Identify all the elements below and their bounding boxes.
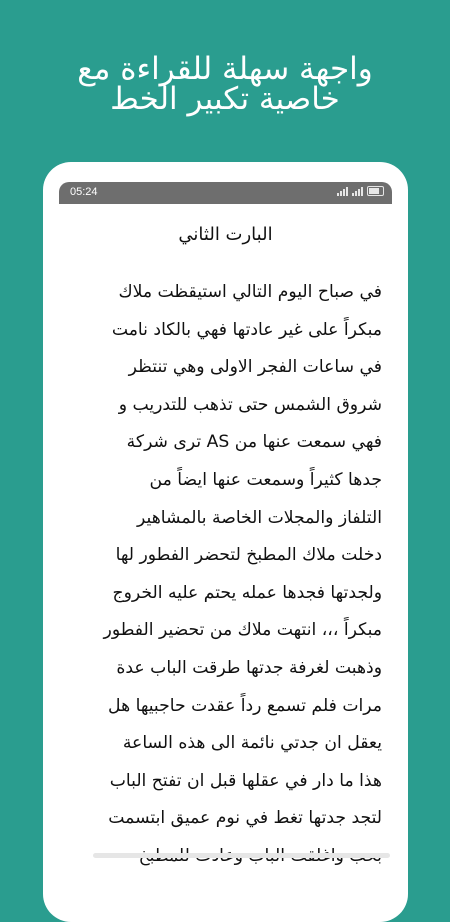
battery-icon [367,186,384,196]
status-bar [59,182,392,204]
signal-icon [337,186,348,196]
story-line: شروق الشمس حتى تذهب للتدريب و [118,394,382,415]
story-line: جدها كثيراً وسمعت عنها ايضاً من [149,469,382,490]
story-line: فهي سمعت عنها من AS ترى شركة [126,432,382,453]
story-text [63,274,382,876]
story-line: مبكراً على غير عادتها فهي بالكاد نامت [111,319,382,340]
story-line: مرات فلم تسمع رداً عقدت حاجبيها هل [108,695,382,716]
story-line: التلفاز والمجلات الخاصة بالمشاهير [137,507,382,528]
reader-screen[interactable] [59,204,392,884]
promo-headline [0,51,450,117]
story-line: مبكراً ،،، انتهت ملاك من تحضير الفطور [103,620,382,641]
headline-line-2: خاصية تكبير الخط [110,81,340,117]
story-line: هذا ما دار في عقلها قبل ان تفتح الباب [109,770,382,791]
headline-line-1: واجهة سهلة للقراءة مع [77,51,373,87]
phone-mockup [43,162,408,922]
status-time: 05:24 [70,186,98,198]
status-icons [337,186,384,196]
scroll-bar[interactable] [93,853,390,858]
story-line: في ساعات الفجر الاولى وهي تنتظر [128,357,382,378]
chapter-title: البارت الثاني [178,224,273,245]
story-line: ولجدتها فجدها عمله يحتم عليه الخروج [112,582,382,603]
story-line: في صباح اليوم التالي استيقظت ملاك [118,282,382,302]
story-line: دخلت ملاك المطبخ لتحضر الفطور لها [115,545,382,566]
story-line: لتجد جدتها تغط في نوم عميق ابتسمت [108,808,382,829]
signal-icon [352,186,363,196]
story-line: وذهبت لغرفة جدتها طرقت الباب عدة [116,657,382,678]
story-line: يعقل ان جدتي نائمة الى هذه الساعة [122,733,382,754]
